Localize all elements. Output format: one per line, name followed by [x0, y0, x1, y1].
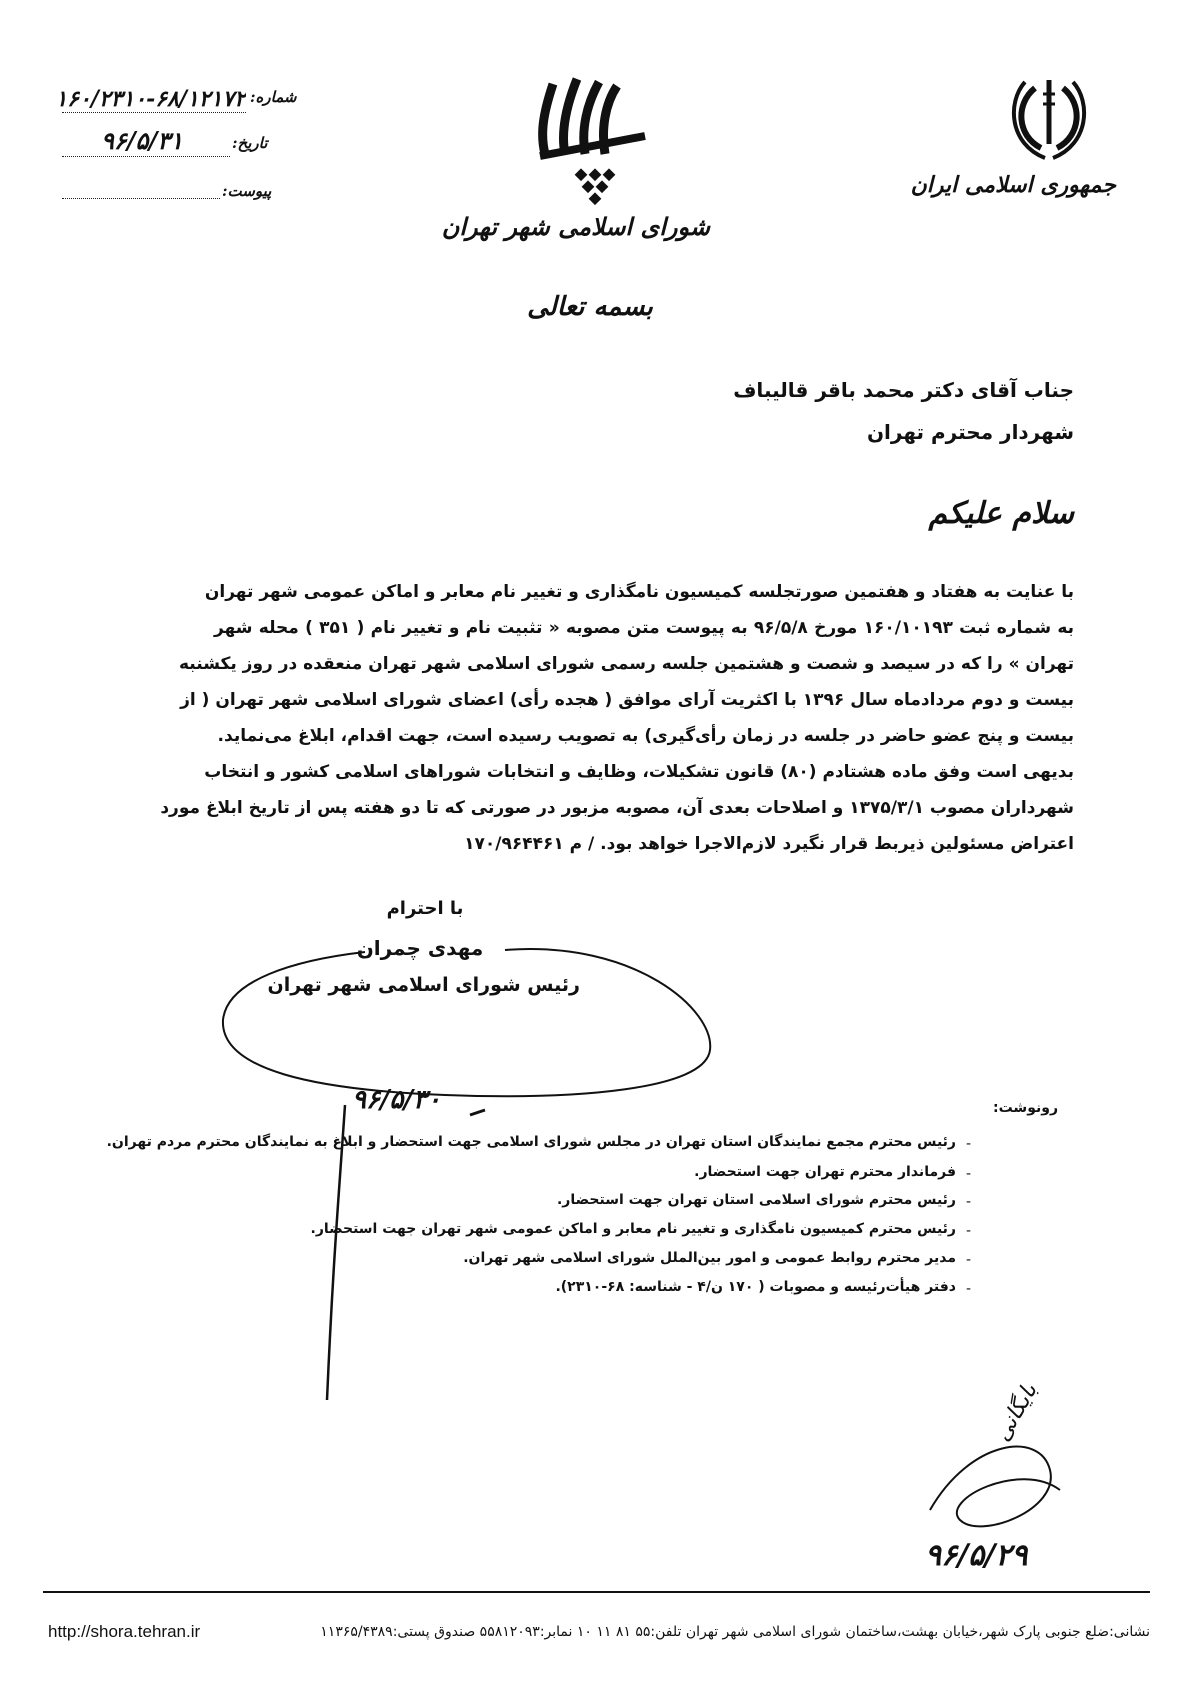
date-value: ۹۶/۵/۳۱	[101, 126, 183, 155]
greeting: سلام علیکم	[928, 496, 1074, 531]
body-line: به شماره ثبت ۱۶۰/۱۰۱۹۳ مورخ ۹۶/۵/۸ به پیوست متن مصوبه « تثبیت نام و تغییر نام ( ۳۵۱ ) محله شهر	[214, 618, 1075, 638]
signature-icon	[215, 920, 725, 1420]
cc-item: رئیس محترم کمیسیون نامگذاری و تغییر نام معابر و اماکن عمومی شهر تهران جهت استحضار.	[310, 1221, 956, 1237]
footer-website-link[interactable]: http://shora.tehran.ir	[48, 1622, 201, 1641]
footer-address: نشانی:ضلع جنوبی پارک شهر،خیابان بهشت،ساختمان شورای اسلامی شهر تهران تلفن:۵۵ ۸۱ ۱۱ ۱۰ نمابر:۵۵۸۱۲۰۹۳ صندوق پستی:۱۱۳۶۵/۴۳۸۹	[320, 1624, 1150, 1640]
handwritten-date: ۹۶/۵/۳۰	[352, 1085, 441, 1115]
body-line: بیست و پنج عضو حاضر در جلسه در زمان رأی‌گیری) به تصویب رسیده است، جهت اقدام، ابلاغ می‌نماید.	[217, 726, 1074, 746]
number-label: شماره:	[250, 88, 297, 106]
council-name: شورای اسلامی شهر تهران	[441, 212, 710, 241]
body-line: اعتراض مسئولین ذیربط قرار نگیرد لازم‌الاجرا خواهد بود. / م ۱۷۰/۹۶۴۴۶۱	[464, 834, 1074, 854]
cc-item: رئیس محترم شورای اسلامی استان تهران جهت استحضار.	[556, 1192, 956, 1208]
tehran-council-logo-icon	[535, 74, 650, 209]
body-line: تهران » را که در سیصد و شصت و هشتمین جلسه رسمی شورای اسلامی شهر تهران منعقده در روز یکشنبه	[179, 654, 1074, 674]
body-line: با عنایت به هفتاد و هفتمین صورتجلسه کمیسیون نامگذاری و تغییر نام معابر و اماکن عمومی شهر تهران	[204, 582, 1074, 602]
country-name: جمهوری اسلامی ایران	[910, 172, 1116, 198]
body-line: بیست و دوم مردادماه سال ۱۳۹۶ با اکثریت آرای موافق ( هجده رأی) اعضای شورای اسلامی شهر تهران ( از	[180, 690, 1074, 710]
initials-signature-icon	[900, 1420, 1080, 1550]
body-line: بدیهی است وفق ماده هشتادم (۸۰) قانون تشکیلات، وظایف و انتخابات شوراهای اسلامی کشور و انتخاب	[204, 762, 1074, 782]
body-line: شهرداران مصوب ۱۳۷۵/۳/۱ و اصلاحات بعدی آن، مصوبه مزبور در صورتی که تا دو هفته پس از تاریخ ابلاغ مورد	[160, 798, 1074, 818]
recipient-title: شهردار محترم تهران	[866, 420, 1074, 444]
iran-emblem-icon	[1005, 74, 1093, 162]
bismillah: بسمه تعالی	[527, 292, 653, 322]
number-value: ۱۶۰/۲۳۱۰-۶۸/۱۲۱۷۲	[55, 86, 246, 112]
cc-item: مدیر محترم روابط عمومی و امور بین‌الملل شورای اسلامی شهر تهران.	[463, 1250, 956, 1266]
annotation-date: ۹۶/۵/۲۹	[925, 1538, 1028, 1573]
cc-item: رئیس محترم مجمع نمایندگان استان تهران در مجلس شورای اسلامی جهت استحضار و ابلاغ به نمایندگان محترم مردم تهران.	[106, 1134, 956, 1150]
cc-item: دفتر هیأت‌رئیسه و مصوبات ( ۱۷۰ ن/۴ - شناسه: ۶۸-۲۳۱۰).	[555, 1279, 956, 1295]
signer-position: رئیس شورای اسلامی شهر تهران	[267, 974, 580, 996]
date-label: تاریخ:	[232, 134, 268, 152]
cc-label: رونوشت:	[993, 1100, 1058, 1116]
signer-name: مهدی چمران	[356, 936, 484, 960]
closing: با احترام	[386, 898, 464, 919]
cc-item: فرماندار محترم تهران جهت استحضار.	[694, 1164, 956, 1180]
attachment-label: پیوست:	[222, 182, 272, 200]
footer-divider	[43, 1591, 1150, 1593]
archive-note: بایگانی	[989, 1379, 1043, 1446]
recipient-name: جناب آقای دکتر محمد باقر قالیباف	[733, 378, 1074, 402]
